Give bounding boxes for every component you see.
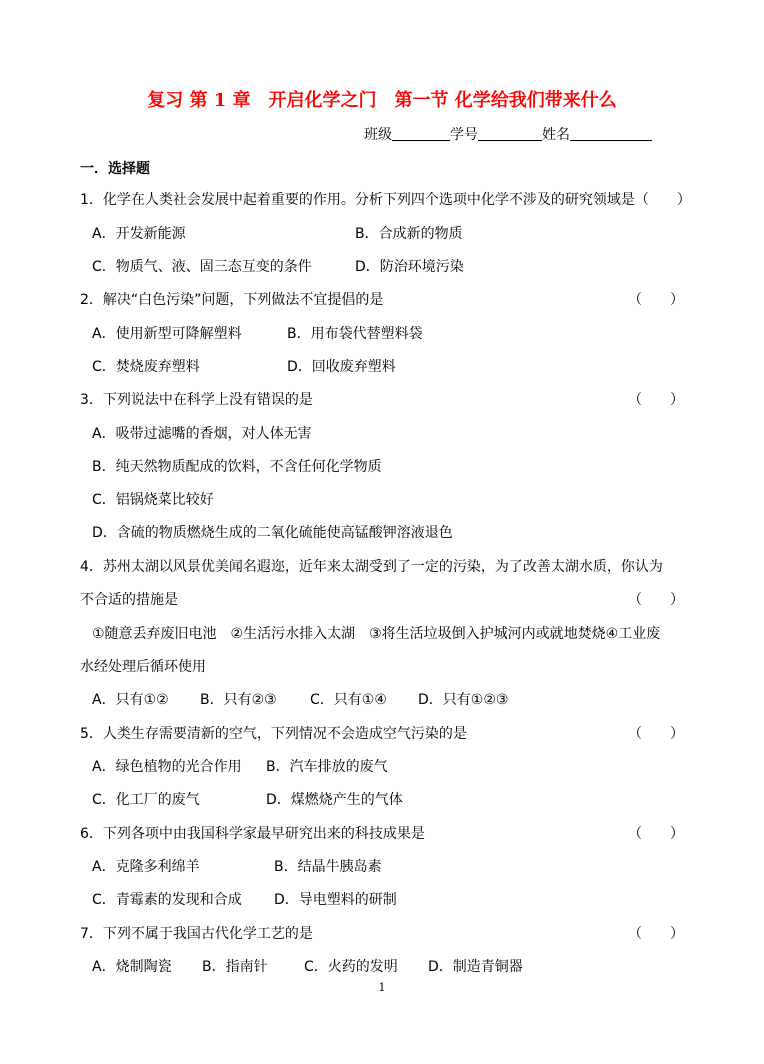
- question-7-answer-paren: （ ）: [628, 926, 684, 942]
- student-info-line: [364, 124, 652, 144]
- question-2-answer-paren: （ ）: [628, 292, 684, 308]
- name-label: 姓名: [542, 127, 570, 143]
- number-label: 学号: [450, 127, 478, 143]
- question-3-option-a: A．吸带过滤嘴的香烟，对人体无害: [92, 426, 312, 442]
- question-4-detail: ①随意丢弃废旧电池 ②生活污水排入太湖 ③将生活垃圾倒入护城河内或就地焚烧④工业废: [92, 626, 661, 642]
- question-2-option-a: A．使用新型可降解塑料: [92, 326, 242, 342]
- question-1-option-a: A．开发新能源: [92, 226, 186, 242]
- question-4-detail-continued: 水经处理后循环使用: [80, 659, 206, 675]
- question-5-option-d: D．煤燃烧产生的气体: [266, 792, 403, 808]
- question-2-option-b: B．用布袋代替塑料袋: [287, 326, 423, 342]
- question-6-option-b: B．结晶牛胰岛素: [274, 859, 382, 875]
- question-3-answer-paren: （ ）: [628, 392, 684, 408]
- question-5-option-b: B．汽车排放的废气: [266, 759, 388, 775]
- question-7-stem: 7．下列不属于我国古代化学工艺的是: [80, 926, 313, 942]
- question-6-option-c: C．青霉素的发现和合成: [92, 892, 242, 908]
- question-4-option-c: C．只有①④: [310, 692, 387, 708]
- section-heading: 一．选择题: [80, 161, 150, 177]
- question-2-option-d: D．回收废弃塑料: [287, 359, 396, 375]
- question-6-answer-paren: （ ）: [628, 826, 684, 842]
- question-7-option-b: B．指南针: [202, 959, 268, 975]
- question-4-option-b: B．只有②③: [200, 692, 277, 708]
- question-1-option-d: D．防治环境污染: [355, 259, 464, 275]
- question-2-option-c: C．焚烧废弃塑料: [92, 359, 200, 375]
- number-blank: [478, 126, 542, 141]
- question-4-option-d: D．只有①②③: [418, 692, 509, 708]
- question-5-answer-paren: （ ）: [628, 726, 684, 742]
- question-4-option-a: A．只有①②: [92, 692, 169, 708]
- class-blank: [392, 126, 450, 141]
- question-7-option-c: C．火药的发明: [304, 959, 398, 975]
- question-6-option-a: A．克隆多利绵羊: [92, 859, 200, 875]
- question-7-option-d: D．制造青铜器: [428, 959, 523, 975]
- question-1-stem: 1．化学在人类社会发展中起着重要的作用。分析下列四个选项中化学不涉及的研究领域是（ ）: [80, 192, 691, 208]
- question-5-stem: 5．人类生存需要清新的空气，下列情况不会造成空气污染的是: [80, 726, 467, 742]
- question-7-option-a: A．烧制陶瓷: [92, 959, 172, 975]
- question-2-stem: 2．解决“白色污染”问题，下列做法不宜提倡的是: [80, 292, 384, 308]
- question-3-option-c: C．铝锅烧菜比较好: [92, 492, 214, 508]
- question-5-option-a: A．绿色植物的光合作用: [92, 759, 242, 775]
- question-1-option-c: C．物质气、液、固三态互变的条件: [92, 259, 312, 275]
- question-3-option-d: D．含硫的物质燃烧生成的二氧化硫能使高锰酸钾溶液退色: [92, 525, 453, 541]
- name-blank: [570, 126, 652, 141]
- question-4-stem: 4．苏州太湖以风景优美闻名遐迩，近年来太湖受到了一定的污染，为了改善太湖水质，你认为: [80, 559, 663, 575]
- question-6-option-d: D．导电塑料的研制: [274, 892, 397, 908]
- page-number: 1: [378, 981, 386, 994]
- question-5-option-c: C．化工厂的废气: [92, 792, 200, 808]
- class-label: 班级: [364, 127, 392, 143]
- question-3-option-b: B．纯天然物质配成的饮料，不含任何化学物质: [92, 459, 382, 475]
- question-4-stem-continued: 不合适的措施是: [80, 592, 178, 608]
- question-4-answer-paren: （ ）: [628, 592, 684, 608]
- page-title: 复习 第 1 章 开启化学之门 第一节 化学给我们带来什么: [147, 90, 617, 111]
- question-6-stem: 6．下列各项中由我国科学家最早研究出来的科技成果是: [80, 826, 425, 842]
- question-1-option-b: B．合成新的物质: [355, 226, 463, 242]
- question-3-stem: 3．下列说法中在科学上没有错误的是: [80, 392, 313, 408]
